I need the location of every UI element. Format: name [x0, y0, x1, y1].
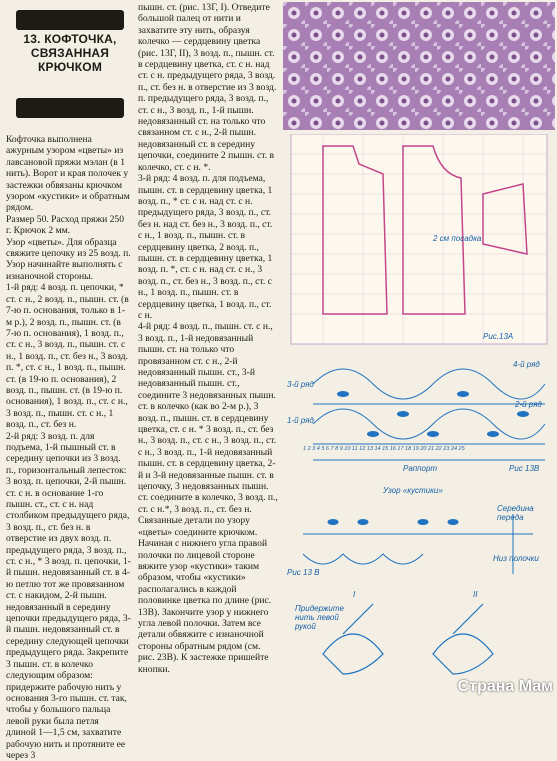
paragraph: 1-й ряд: 4 возд. п. цепочки, * ст. с н., 2 возд. п., пышн. ст. (в 7-ю п. основания, только в 1-м р.), 2 возд. п., пышн. ст. (в 7-ю п. основания), 1 возд. п., ст. с н., 3 возд. п., пышн. ст. с н., 1 возд. п., ст. без н., 3 возд. п. *, ст. с н., 1 возд. п., пышн. ст. (в 19-ю п. основания), 2 возд. п., пышн. ст. (в 19-ю п. основания), 1 возд. п., ст. с н., 3 возд. п., пышн. ст. с н., 1 возд. п., ст. без н. — [6, 282, 129, 431]
bottom-ornament — [16, 98, 124, 118]
figure-label: 4-й ряд — [513, 360, 540, 369]
figure-label: Придержите нить левой рукой — [295, 604, 344, 631]
figure-label: II — [473, 590, 478, 599]
lace-photo — [283, 2, 555, 130]
paragraph: Размер 50. Расход пряжи 250 г. Крючок 2 мм. — [6, 213, 125, 237]
figure-label: 2-й ряд — [515, 400, 542, 409]
figure-label: 3-й ряд — [287, 380, 314, 389]
paragraph: 4-й ряд: 4 возд. п., пышн. ст. с н., 3 возд. п., 1-й недовязанный пышн. ст. на только что провязанном ст. с н., 2-й недовязанный пышн. ст., 3-й недовязанный пышн. ст., соедините 3 недовязанных пышн. ст. в колечко (как во 2-м р.), 3 возд. п., пышн. ст. в сердцевину цветка, ст. с н. * 3 возд. п., ст. без н., 3 возд. п., ст. с н., 3 возд. п., ст. с н., 3 возд. п., 1-й недовязанный пышн. ст. в сердцевину цветка, 2-й и 3-й недовязанные пышн. ст. в цепочку, 3 недовязанных пышн. ст. соедините в колечко, 3 возд. п., ст. с н.*, 3 возд. п., ст. без н. — [138, 321, 278, 515]
text-column-2 — [138, 2, 278, 675]
figure-label: Рис 13 В — [287, 568, 320, 577]
figure-label: Рис.13А — [483, 332, 514, 341]
figure-label: Рис 13В — [509, 464, 540, 473]
figure-label: Узор «кустики» — [383, 486, 443, 495]
paragraph: Связанные детали по узору «цветы» соедините крючком. Начиная с нижнего угла правой полочки по лицевой стороне вяжите узор «кустики» таким образом, чтобы «кустики» располагались в каждой половинке цветка по длине (рис. 13В). Закончите узор у нижнего угла левой полочки. Затем все детали обвяжите с изнаночной стороны обратным рядом (см. рис. 23В). К застежке пришейте кнопки. — [138, 515, 272, 675]
paragraph: Узор «цветы». Для образца свяжите цепочку из 25 возд. п. Узор начинайте выполнять с изнаночной стороны. — [6, 236, 131, 282]
figure-label: 1 2 3 4 5 6 7 8 9 10 11 12 13 14 15 16 17 18 19 20 21 22 23 24 25 — [303, 446, 465, 452]
text-column-1 — [6, 134, 131, 761]
figure-label: 2 см посадка — [433, 234, 482, 243]
figure-label: Низ полочки — [493, 554, 539, 563]
watermark: Страна Мам — [457, 678, 553, 695]
figure-label: Раппорт — [403, 464, 438, 473]
top-ornament — [16, 10, 124, 30]
paragraph: пышн. ст. (рис. 13Г, I). Отведите большой палец от нити и захватите эту нить, образуя колечко — сердцевину цветка (рис. 13Г, II), 3 возд. п., пышн. ст. в сердцевину цветка, ст. с н. над ст. с н. предыдущего ряда, 3 возд. п., ст. без н. в отверстие из 3 возд. п. предыдущего ряда, 3 возд. п., ст. с н., 3 возд. п., 1-й пышн. недовязанный ст. на только что связанном ст. с н., 2-й пышн. недовязанный ст. в середину цепочки, соедините 2 пышн. ст. в колечко, ст. с н. *. — [138, 2, 277, 173]
pattern-figure — [283, 134, 555, 700]
paragraph: 3-й ряд: 4 возд. п. для подъема, пышн. ст. в сердцевину цветка, 1 возд. п., * ст. с н. над ст. с н. предыдущего ряда, 3 возд. п., ст. без н. над ст. без н., 3 возд. п., ст. с н., 1 возд. п., пышн. ст. в сердцевину цветка, 2 возд. п., пышн. ст. в сердцевину цветка, 1 возд. п. *, ст. с н. над ст. с н., 3 возд. п., ст. без н., 3 возд. п., ст. с н., 1 возд. п., пышн. ст. в сердцевину цветка, 1 возд. п., ст. с н. — [138, 173, 273, 321]
paragraph: Кофточка выполнена ажурным узором «цветы» из лавсановой пряжи мэлан (в 1 нить). Ворот и края полочек у застежки обвязаны крючком узором «кустики» и обратным рядом. — [6, 134, 130, 214]
figure-label: I — [353, 590, 356, 599]
figure-label: 1-й ряд — [287, 416, 314, 425]
figure-label: Середина переда — [497, 504, 534, 522]
paragraph: 2-й ряд: 3 возд. п. для подъема, 1-й пышный ст. в середину цепочки из 3 возд. п., горизонтальный лепесток: 3 возд. п. цепочки, 2-й пышн. ст. с н. в основание 1-го пышн. ст., ст. с н. над столбиком предыдущего ряда, 3 возд. п., ст. без н. в отверстие из двух возд. п. предыдущего ряда, 3 возд. п., ст. с н., * 3 возд. п. цепочки, 1-й пышн. недовязанный ст. в 4-ю петлю тот же провязанном ст. с накидом, 2-й пышн. недовязанный в середину цепочки предыдущего ряда, 3-й пышн. недовязанный ст. в середину следующей цепочки предыдущего ряда. Закрепите 3 пышн. ст. в колечко следующим образом: придержите рабочую нить у основания 3-го пышн. ст. так, чтобы у большого пальца левой руки была петля длиной 1—1,5 см, захватите рабочую нить и протяните ее через 3 — [6, 430, 131, 761]
article-header — [6, 6, 131, 130]
article-title: 13. КОФТОЧКА, СВЯЗАННАЯ КРЮЧКОМ — [23, 32, 117, 74]
